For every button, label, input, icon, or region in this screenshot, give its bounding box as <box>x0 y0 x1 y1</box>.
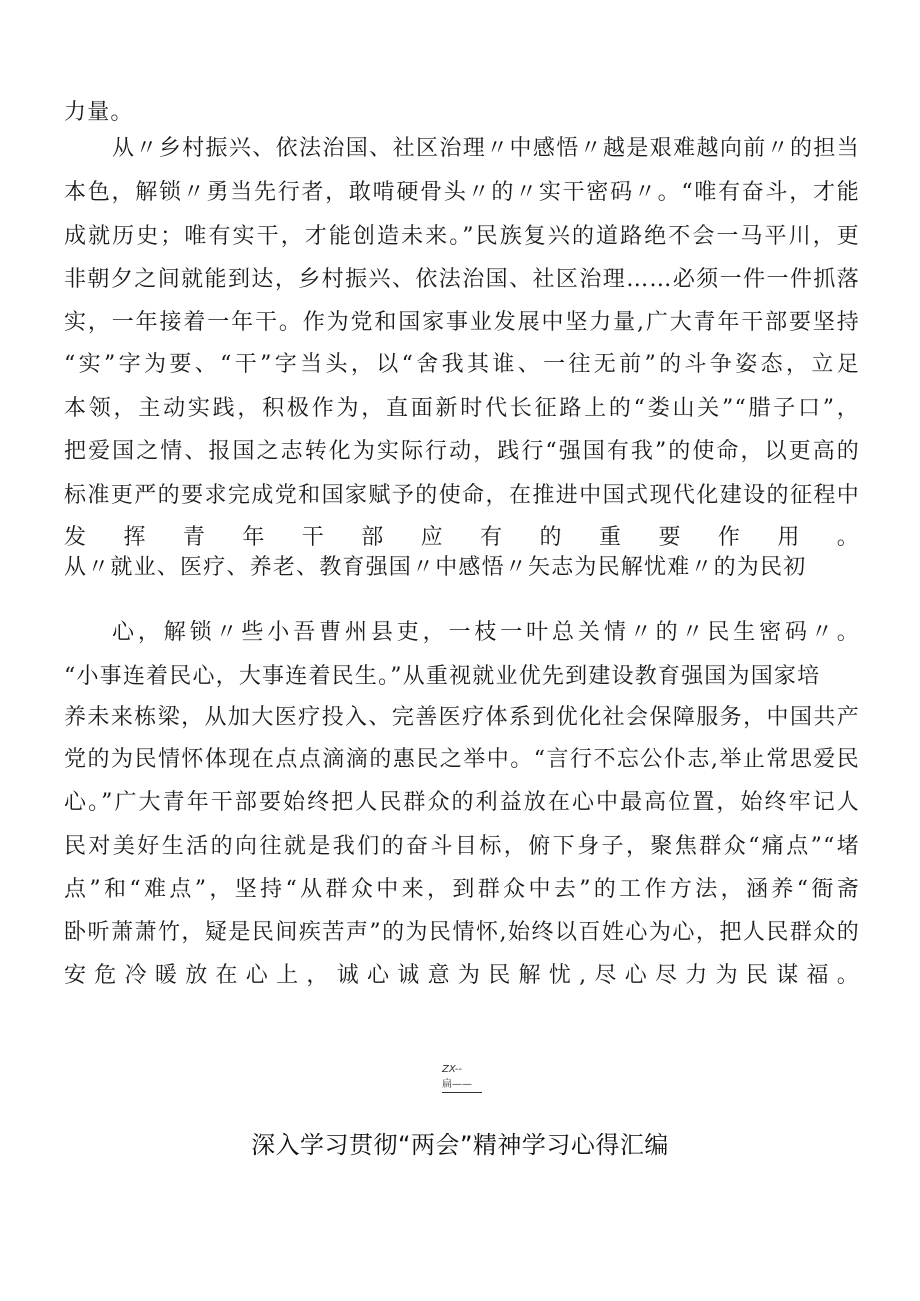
paragraph-line: 从〃就业、医疗、养老、教育强国〃中感悟〃矢志为民解忧难〃的为民初 <box>64 555 807 580</box>
paragraph-line: 心。”广大青年干部要始终把人民群众的利益放在心中最高位置，始终牢记人 <box>64 790 860 815</box>
paragraph-line: “实”字为要、“干”字当头，以“舍我其谁、一往无前”的斗争姿态，立足 <box>64 352 860 377</box>
paragraph-line: 养未来栋梁，从加大医疗投入、完善医疗体系到优化社会保障服务，中国共产 <box>64 705 860 730</box>
paragraph-line: 成就历史；唯有实干，才能创造未来。”民族复兴的道路绝不会一马平川，更 <box>64 224 860 249</box>
paragraph-line: 非朝夕之间就能到达，乡村振兴、依法治国、社区治理……必须一件一件抓落 <box>64 267 860 292</box>
paragraph-line: 把爱国之情、报国之志转化为实际行动，践行“强国有我”的使命，以更高的 <box>64 439 860 464</box>
document-heading: 深入学习贯彻“两会”精神学习心得汇编 <box>251 1131 669 1159</box>
paragraph-line: 标准更严的要求完成党和国家赋予的使命，在推进中国式现代化建设的征程中 <box>64 483 860 508</box>
page-separator-bottom: 扁—— <box>442 1079 482 1093</box>
paragraph-line: 从〃乡村振兴、依法治国、社区治理〃中感悟〃越是艰难越向前〃的担当 <box>112 136 860 161</box>
paragraph-line: 本领，主动实践，积极作为，直面新时代长征路上的“娄山关”“腊子口”， <box>64 396 860 421</box>
paragraph-line: 点”和“难点”，坚持“从群众中来，到群众中去”的工作方法，涵养“衙斋 <box>64 877 860 902</box>
paragraph-line: 党的为民情怀体现在点点滴滴的惠民之举中。“言行不忘公仆志,举止常思爱民 <box>64 747 860 772</box>
page-separator-top: ZX-- <box>442 1064 462 1075</box>
paragraph-line: 心，解锁〃些小吾曹州县吏，一枝一叶总关情〃的〃民生密码〃。 <box>112 620 860 645</box>
paragraph-line: 力量。 <box>64 100 134 125</box>
paragraph-line: 卧听萧萧竹，疑是民间疾苦声”的为民情怀,始终以百姓心为心，把人民群众的 <box>64 920 860 945</box>
paragraph-line: “小事连着民心，大事连着民生。”从重视就业优先到建设教育强国为国家培 <box>64 664 821 689</box>
paragraph-line: 安危冷暖放在心上，诚心诚意为民解忧,尽心尽力为民谋福。 <box>64 963 860 988</box>
paragraph-line: 民对美好生活的向往就是我们的奋斗目标，俯下身子，聚焦群众“痛点”“堵 <box>64 834 860 859</box>
paragraph-line: 发挥青年干部应有的重要作用。 <box>64 525 860 550</box>
paragraph-line: 实，一年接着一年干。作为党和国家事业发展中坚力量,广大青年干部要坚持 <box>64 310 860 335</box>
paragraph-line: 本色，解锁〃勇当先行者，敢啃硬骨头〃的〃实干密码〃。“唯有奋斗，才能 <box>64 180 860 205</box>
